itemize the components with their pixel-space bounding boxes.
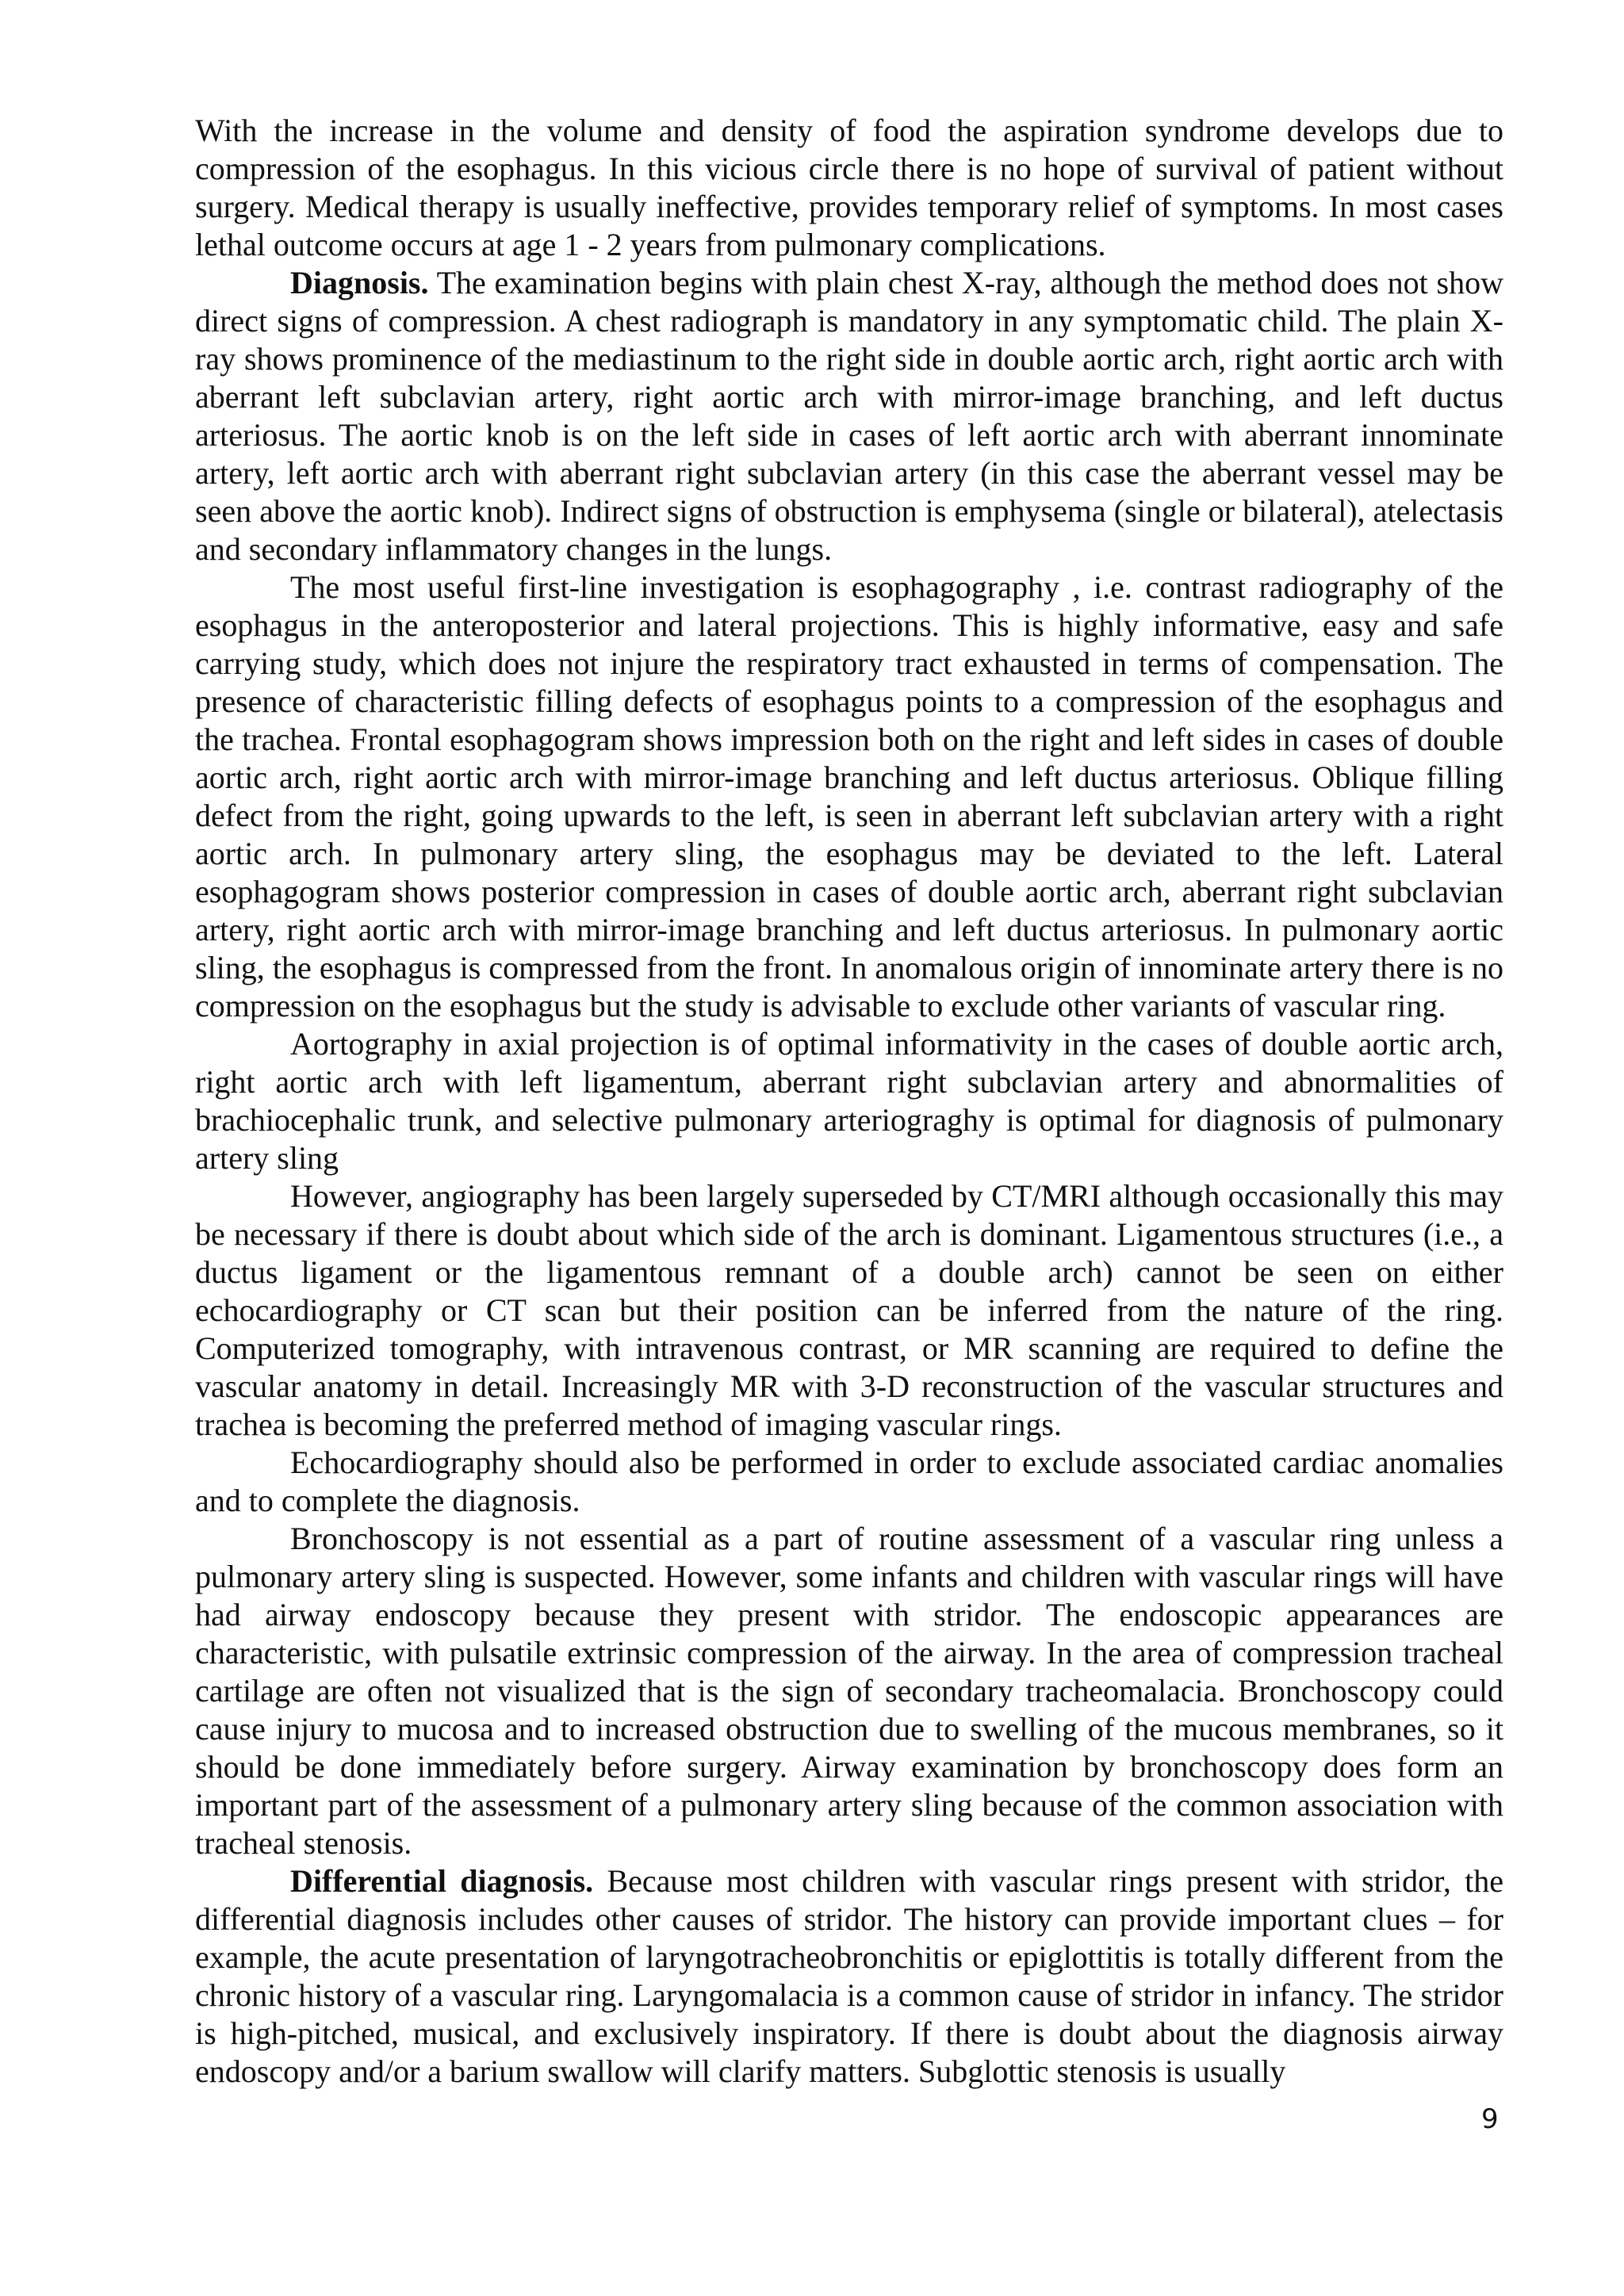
paragraph-echocardiography: Echocardiography should also be performed in order to exclude associated cardiac anomalies and to complete the diagnosis. (195, 1445, 1503, 1518)
paragraph-aortography: Aortography in axial projection is of optimal informativity in the cases of double aortic arch, right aortic arch with left ligamentum, aberrant right subclavian artery and abnormalities of brachiocephalic trunk, and selective pulmonary arteriograghy is optimal for diagnosis of pulmonary artery sling (195, 1026, 1503, 1176)
page-number: 9 (1481, 2103, 1499, 2135)
heading-differential-diagnosis: Differential diagnosis. (290, 1863, 594, 1899)
body-text (195, 112, 1503, 2091)
paragraph-aspiration: With the increase in the volume and density of food the aspiration syndrome develops due to compression of the esophagus. In this vicious circle there is no hope of survival of patient without surgery. Medical therapy is usually ineffective, provides temporary relief of symptoms. In most cases lethal outcome occurs at age 1 - 2 years from pulmonary complications. (195, 113, 1503, 262)
heading-diagnosis: Diagnosis. (290, 265, 429, 300)
paragraph-diagnosis (195, 264, 1503, 568)
paragraph-bronchoscopy: Bronchoscopy is not essential as a part of routine assessment of a vascular ring unless a pulmonary artery sling is suspected. However, some infants and children with vascular rings will have had airway endoscopy because they present with stridor. The endoscopic appearances are characteristic, with pulsatile extrinsic compression of the airway. In the area of compression tracheal cartilage are often not visualized that is the sign of secondary tracheomalacia. Bronchoscopy could cause injury to mucosa and to increased obstruction due to swelling of the mucous membranes, so it should be done immediately before surgery. Airway examination by bronchoscopy does form an important part of the assessment of a pulmonary artery sling because of the common association with tracheal stenosis. (195, 1521, 1503, 1861)
paragraph-diagnosis-text: The examination begins with plain chest X-ray, although the method does not show direct signs of compression. A chest radiograph is mandatory in any symptomatic child. The plain X-ray shows prominence of the mediastinum to the right side in double aortic arch, right aortic arch with aberrant left subclavian artery, right aortic arch with mirror-image branching, and left ductus arteriosus. The aortic knob is on the left side in cases of left aortic arch with aberrant innominate artery, left aortic arch with aberrant right subclavian artery (in this case the aberrant vessel may be seen above the aortic knob). Indirect signs of obstruction is emphysema (single or bilateral), atelectasis and secondary inflammatory changes in the lungs. (195, 265, 1503, 567)
paragraph-angiography: However, angiography has been largely superseded by CT/MRI although occasionally this may be necessary if there is doubt about which side of the arch is dominant. Ligamentous structures (i.e., a ductus ligament or the ligamentous remnant of a double arch) cannot be seen on either echocardiography or CT scan but their position can be inferred from the nature of the ring. Computerized tomography, with intravenous contrast, or MR scanning are required to define the vascular anatomy in detail. Increasingly MR with 3-D reconstruction of the vascular structures and trachea is becoming the preferred method of imaging vascular rings. (195, 1178, 1503, 1442)
paragraph-esophagography: The most useful first-line investigation is esophagography , i.e. contrast radiography of the esophagus in the anteroposterior and lateral projections. This is highly informative, easy and safe carrying study, which does not injure the respiratory tract exhausted in terms of compensation. The presence of characteristic filling defects of esophagus points to a compression of the esophagus and the trachea. Frontal esophagogram shows impression both on the right and left sides in cases of double aortic arch, right aortic arch with mirror-image branching and left ductus arteriosus. Oblique filling defect from the right, going upwards to the left, is seen in aberrant left subclavian artery with a right aortic arch. In pulmonary artery sling, the esophagus may be deviated to the left. Lateral esophagogram shows posterior compression in cases of double aortic arch, aberrant right subclavian artery, right aortic arch with mirror-image branching and left ductus arteriosus. In pulmonary aortic sling, the esophagus is compressed from the front. In anomalous origin of innominate artery there is no compression on the esophagus but the study is advisable to exclude other variants of vascular ring. (195, 569, 1503, 1024)
paragraph-differential (195, 1862, 1503, 2091)
paragraph-differential-text: Because most children with vascular rings present with stridor, the differential diagnosis includes other causes of stridor. The history can provide important clues – for example, the acute presentation of laryngotracheobronchitis or epiglottitis is totally different from the chronic history of a vascular ring. Laryngomalacia is a common cause of stridor in infancy. The stridor is high-pitched, musical, and exclusively inspiratory. If there is doubt about the diagnosis airway endoscopy and/or a barium swallow will clarify matters. Subglottic stenosis is usually (195, 1863, 1504, 2089)
